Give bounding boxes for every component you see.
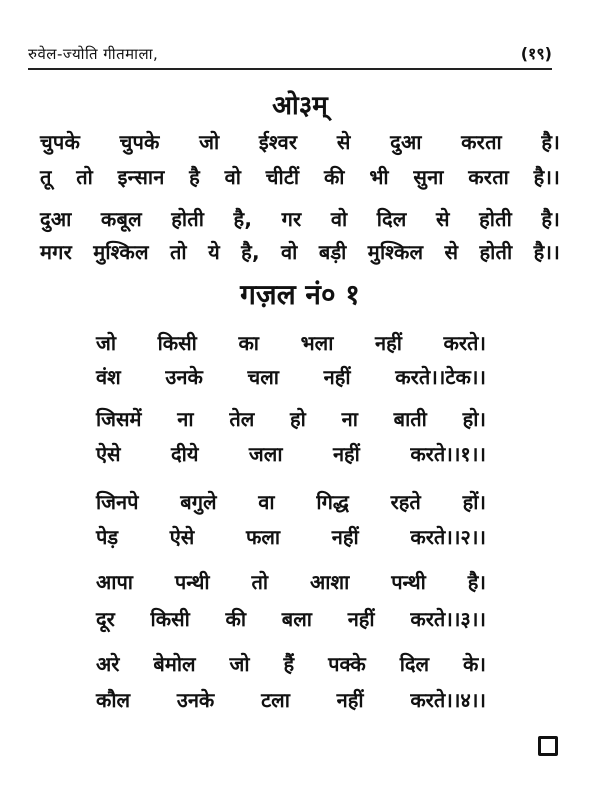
couplet-line: तू तो इन्सान है वो चीटीं की भी सुना करता है।। (40, 165, 560, 189)
ghazal-title: गज़ल नं० १ (240, 278, 360, 311)
square-outline-icon (538, 736, 558, 756)
ghazal-line: जिनपे बगुले वा गिद्ध रहते हों। (96, 490, 486, 514)
ghazal-line: कौल उनके टला नहीं करते।।४।। (96, 688, 486, 712)
ghazal-line: जिसमें ना तेल हो ना बाती हो। (96, 407, 486, 431)
invocation-heading: ओ३म् (272, 91, 328, 121)
ghazal-line: जो किसी का भला नहीं करते। (96, 331, 486, 355)
ghazal-line: पेड़ ऐसे फला नहीं करते।।२।। (96, 525, 486, 549)
page-number: (१९) (520, 44, 552, 63)
ghazal-line: आपा पन्थी तो आशा पन्थी है। (96, 570, 486, 594)
ghazal-line: वंश उनके चला नहीं करते।।टेक।। (96, 365, 486, 389)
couplet-line: मगर मुश्किल तो ये है, वो बड़ी मुश्किल से होती है।। (40, 240, 560, 264)
ghazal-line: दूर किसी की बला नहीं करते।।३।। (96, 607, 486, 631)
ghazal-line: अरे बेमोल जो हैं पक्के दिल के। (96, 652, 486, 676)
page-header (28, 40, 552, 70)
couplet-line: दुआ कबूल होती है, गर वो दिल से होती है। (40, 207, 560, 231)
couplet-line: चुपके चुपके जो ईश्वर से दुआ करता है। (40, 130, 560, 154)
running-title: रुवेल-ज्योति गीतमाला, (28, 45, 159, 63)
ghazal-line: ऐसे दीये जला नहीं करते।।१।। (96, 442, 486, 466)
